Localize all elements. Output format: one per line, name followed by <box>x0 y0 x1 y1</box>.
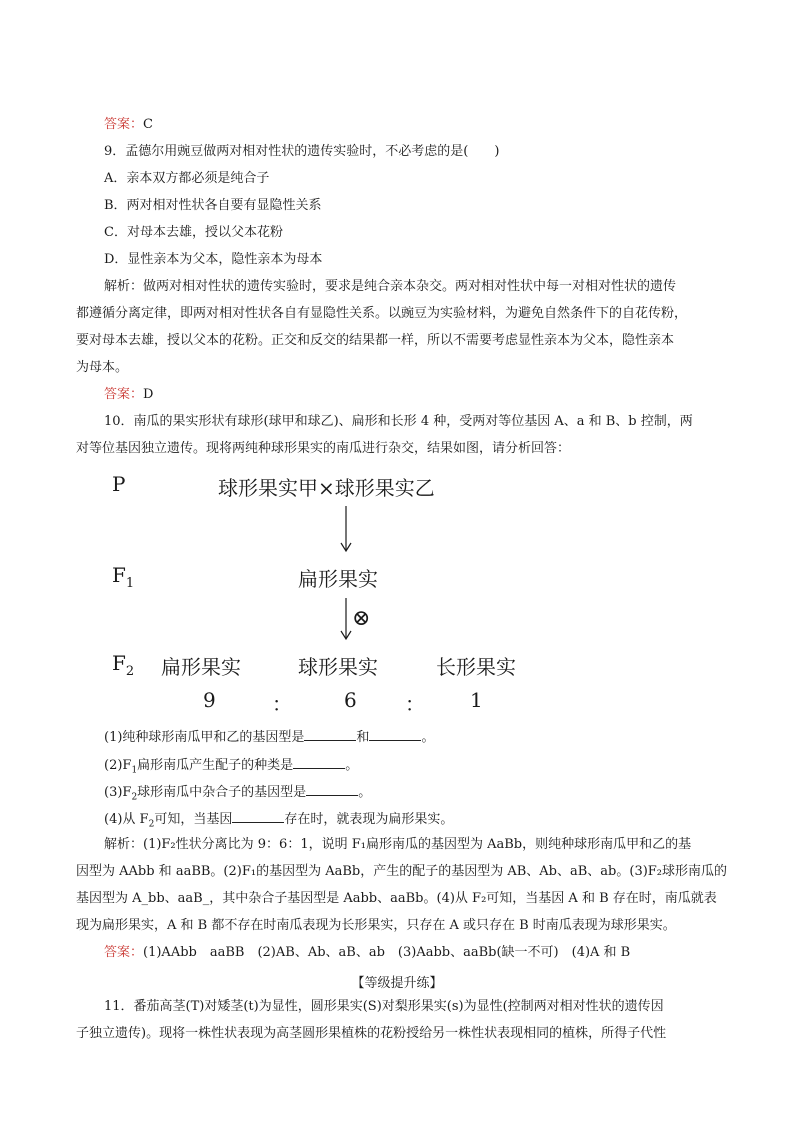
q10-subquestion-1: (1)纯种球形南瓜甲和乙的基因型是 和 。 <box>104 730 435 745</box>
q10-analysis-line: 基因型为 A_bb、aaB_，其中杂合子基因型是 Aabb、aaBb。(4)从 F₂可知，当基因 A 和 B 存在时，南瓜就表 <box>76 891 717 906</box>
q9-analysis-line: 都遵循分离定律，即两对相对性状各自有显隐性关系。以豌豆为实验材料，为避免自然条件下的自花传粉， <box>76 306 688 321</box>
q8-answer <box>104 117 153 132</box>
section-heading: 【等级提升练】 <box>351 976 443 991</box>
ratio-value: 6 <box>344 688 357 712</box>
q11-stem-line: 子独立遗传)。现将一株性状表现为高茎圆形果植株的花粉授给另一株性状表现相同的植株，所得子代性 <box>76 1026 667 1041</box>
down-arrow-icon <box>336 506 356 554</box>
q10-answer <box>104 945 630 960</box>
answer-value: C <box>143 117 153 132</box>
selfing-symbol-icon: ⊗ <box>352 606 371 631</box>
answer-value: (1)AAbb aaBB (2)AB、Ab、aB、ab (3)Aabb、aaBb(缺一不可) (4)A 和 B <box>143 945 631 960</box>
answer-blank[interactable] <box>304 728 356 741</box>
q10-stem-line: 10．南瓜的果实形状有球形(球甲和球乙)、扁形和长形 4 种，受两对等位基因 A、a 和 B、b 控制，两 <box>104 414 693 429</box>
q9-option-a: A．亲本双方都必须是纯合子 <box>104 171 270 186</box>
answer-label: 答案： <box>104 387 144 402</box>
q10-stem-line: 对等位基因独立遗传。现将两纯种球形果实的南瓜进行杂交，结果如图，请分析回答： <box>76 441 571 456</box>
p-cross-text: 球形果实甲×球形果实乙 <box>218 476 435 500</box>
q9-stem: 9．孟德尔用豌豆做两对相对性状的遗传实验时，不必考虑的是( ) <box>104 144 500 159</box>
ratio-value: 9 <box>203 688 216 712</box>
f1-phenotype: 扁形果实 <box>298 567 378 591</box>
q10-analysis-line: 现为扁形果实，A 和 B 都不存在时南瓜表现为长形果实，只存在 A 或只存在 B 时南瓜表现为球形果实。 <box>76 918 676 933</box>
ratio-separator: ： <box>272 692 292 716</box>
ratio-separator: ： <box>405 692 425 716</box>
q9-analysis-line: 解析：做两对相对性状的遗传实验时，要求是纯合亲本杂交。两对相对性状中每一对相对性状的遗传 <box>104 279 677 294</box>
ratio-value: 1 <box>470 688 483 712</box>
answer-blank[interactable] <box>232 810 284 823</box>
q11-stem-line: 11．番茄高茎(T)对矮茎(t)为显性，圆形果实(S)对梨形果实(s)为显性(控制两对相对性状的遗传因 <box>104 999 664 1014</box>
q9-answer <box>104 387 153 402</box>
q10-subquestion-3: $(3)F_2$球形南瓜中杂合子的基因型是 。 <box>104 785 372 803</box>
q10-subquestion-2: $(2)F_1$扁形南瓜产生配子的种类是 。 <box>104 758 359 776</box>
f2-phenotype: 扁形果实 <box>161 655 241 679</box>
q9-option-d: D．显性亲本为父本，隐性亲本为母本 <box>104 252 323 267</box>
p-generation-label: P <box>112 472 126 496</box>
f2-phenotype: 球形果实 <box>298 655 378 679</box>
f1-generation-label: $F_1$ <box>112 563 135 591</box>
q10-analysis-line: 因型为 AAbb 和 aaBB。(2)F₁的基因型为 AaBb，产生的配子的基因型为 AB、Ab、aB、ab。(3)F₂球形南瓜的 <box>76 864 728 879</box>
f2-phenotype: 长形果实 <box>436 655 516 679</box>
answer-value: D <box>143 387 154 402</box>
q9-option-c: C．对母本去雄，授以父本花粉 <box>104 225 283 240</box>
answer-blank[interactable] <box>293 756 345 769</box>
answer-blank[interactable] <box>369 728 421 741</box>
q10-subquestion-4: (4)从 $F_2$可知，当基因 存在时，就表现为扁形果实。 <box>104 812 454 830</box>
q9-option-b: B．两对相对性状各自要有显隐性关系 <box>104 198 322 213</box>
answer-blank[interactable] <box>306 783 358 796</box>
q9-analysis-line: 要对母本去雄，授以父本的花粉。正交和反交的结果都一样，所以不需要考虑显性亲本为父本，隐性亲本 <box>76 333 675 348</box>
q10-analysis-line: 解析：(1)F₂性状分离比为 9：6：1，说明 F₁扁形南瓜的基因型为 AaBb，则纯种球形南瓜甲和乙的基 <box>104 837 692 852</box>
q9-analysis-line: 为母本。 <box>76 360 129 375</box>
answer-label: 答案： <box>104 945 144 960</box>
f2-generation-label: $F_2$ <box>112 651 135 679</box>
answer-label: 答案： <box>104 117 144 132</box>
